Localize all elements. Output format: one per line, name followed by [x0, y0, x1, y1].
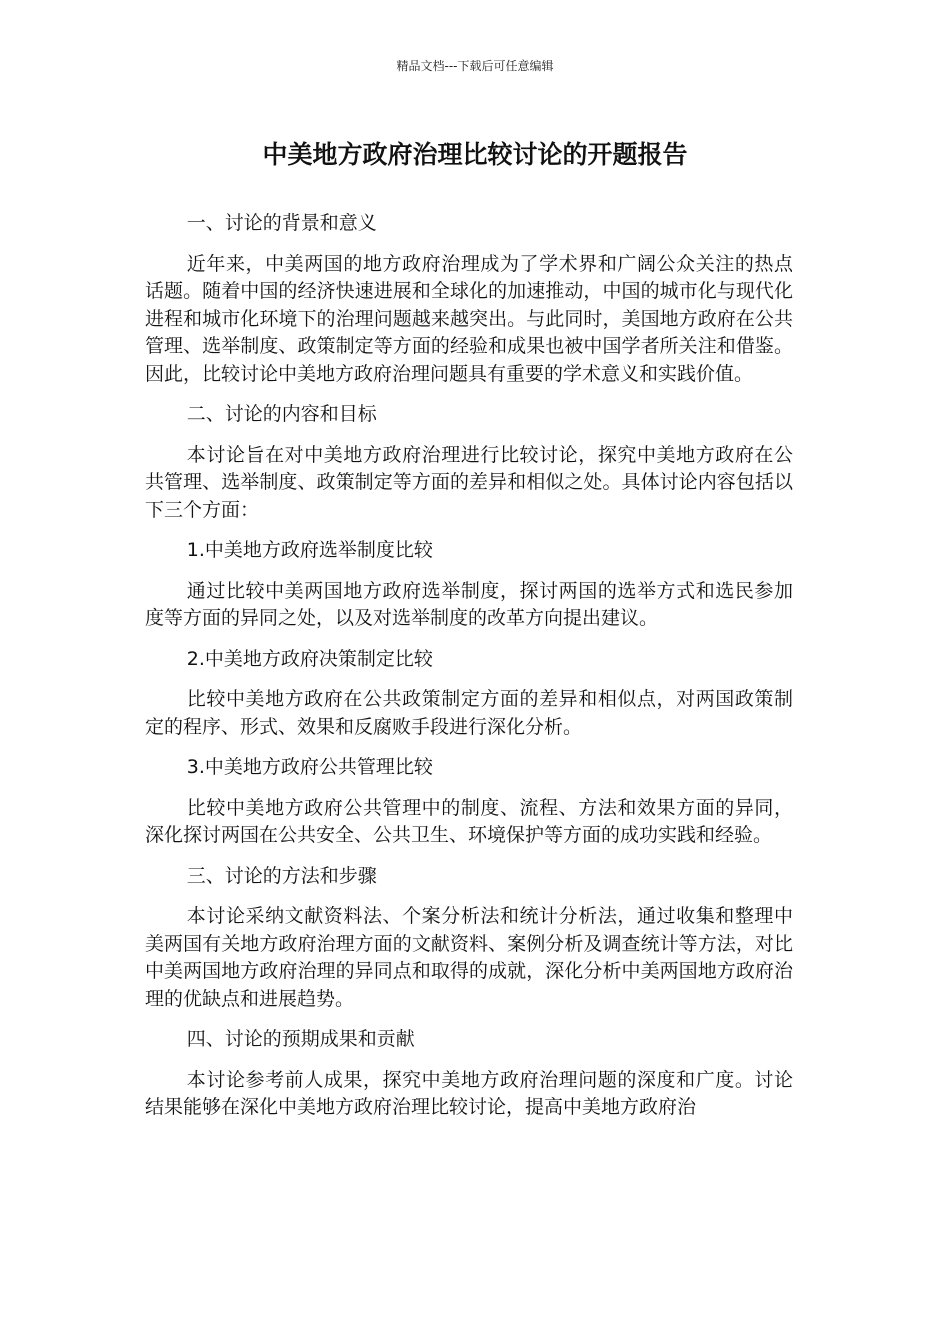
paragraph-decision-making: 比较中美地方政府在公共政策制定方面的差异和相似点，对两国政策制定的程序、形式、效果和反腐败手段进行深化分析。 — [145, 688, 793, 738]
paragraph-content-goals: 本讨论旨在对中美地方政府治理进行比较讨论，探究中美地方政府在公共管理、选举制度、政策制定等方面的差异和相似之处。具体讨论内容包括以下三个方面： — [145, 443, 793, 521]
document-body — [145, 210, 793, 1135]
header-note: 精品文档---下载后可任意编辑 — [396, 59, 554, 73]
section-heading-methods: 三、讨论的方法和步骤 — [186, 864, 377, 887]
document-title: 中美地方政府治理比较讨论的开题报告 — [262, 140, 688, 169]
paragraph-methods: 本讨论采纳文献资料法、个案分析法和统计分析法，通过收集和整理中美两国有关地方政府治理方面的文献资料、案例分析及调查统计等方法，对比中美两国地方政府治理的异同点和取得的成就，深化分析中美两国地方政府治理的优缺点和进展趋势。 — [145, 905, 793, 1010]
section-heading-expected-results: 四、讨论的预期成果和贡献 — [186, 1028, 415, 1050]
paragraph-public-management: 比较中美地方政府公共管理中的制度、流程、方法和效果方面的异同，深化探讨两国在公共安全、公共卫生、环境保护等方面的成功实践和经验。 — [145, 796, 793, 846]
subheading-public-management: 3.中美地方政府公共管理比较 — [186, 756, 433, 778]
paragraph-election-system: 通过比较中美两国地方政府选举制度，探讨两国的选举方式和选民参加度等方面的异同之处，以及对选举制度的改革方向提出建议。 — [145, 579, 793, 629]
subheading-decision-making: 2.中美地方政府决策制定比较 — [186, 647, 433, 670]
section-heading-content-goals: 二、讨论的内容和目标 — [186, 403, 377, 425]
paragraph-expected-results: 本讨论参考前人成果，探究中美地方政府治理问题的深度和广度。讨论结果能够在深化中美地方政府治理比较讨论，提高中美地方政府治 — [145, 1068, 793, 1118]
subheading-election-system: 1.中美地方政府选举制度比较 — [186, 539, 433, 561]
section-heading-background: 一、讨论的背景和意义 — [186, 212, 377, 234]
paragraph-background: 近年来，中美两国的地方政府治理成为了学术界和广阔公众关注的热点话题。随着中国的经济快速进展和全球化的加速推动，中国的城市化与现代化进程和城市化环境下的治理问题越来越突出。与此同时，美国地方政府在公共管理、选举制度、政策制定等方面的经验和成果也被中国学者所关注和借鉴。因此，比较讨论中美地方政府治理问题具有重要的学术意义和实践价值。 — [145, 252, 793, 385]
